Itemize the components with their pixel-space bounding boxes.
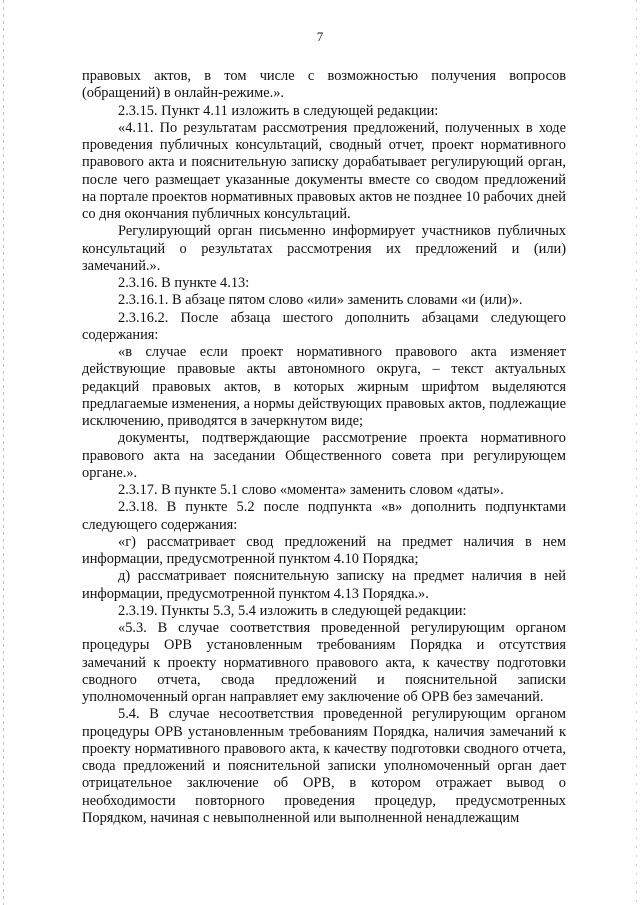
paragraph-5-4: 5.4. В случае несоответствия проведенной регулирующим органом процедуры ОРВ установленным требованиям Порядка, наличия замечаний к проекту нормативного правового акта, к качеству подготовки сводного отчета, свода предложений и пояснительной записки уполномоченный орган дает отрицательное заключение об ОРВ, в котором отражает вывод о необходимости повторного проведения процедур, предусмотренных Порядком, начиная с невыполненной или выполненной ненадлежащим <box>82 706 566 826</box>
paragraph-amendment-case: «в случае если проект нормативного правового акта изменяет действующие правовые акты автономного округа, – текст актуальных редакций правовых актов, в которых жирным шрифтом выделяются предлагаемые изменения, а нормы действующих правовых актов, подлежащие исключению, приводятся в зачеркнутом виде; <box>82 344 566 429</box>
paragraph-5-3: «5.3. В случае соответствия проведенной регулирующим органом процедуры ОРВ установленным требованиям Порядка и отсутствия замечаний к проекту нормативного правового акта, к качеству подготовки сводного отчета, свода предложений и пояснительной записки уполномоченный орган направляет ему заключение об ОРВ без замечаний. <box>82 620 566 705</box>
paragraph-2-3-16-2: 2.3.16.2. После абзаца шестого дополнить абзацами следующего содержания: <box>82 309 566 343</box>
paragraph-regulator-informs: Регулирующий орган письменно информирует участников публичных консультаций о результатах рассмотрения их предложений и (или) замечаний.». <box>82 223 566 274</box>
paragraph-2-3-19: 2.3.19. Пункты 5.3, 5.4 изложить в следующей редакции: <box>118 602 467 619</box>
paragraph-subpoint-d: д) рассматривает пояснительную записку на предмет наличия в ней информации, предусмотренной пунктом 4.13 Порядка.». <box>82 568 566 602</box>
paragraph-2-3-16: 2.3.16. В пункте 4.13: <box>118 275 250 291</box>
paragraph-2-3-16-1: 2.3.16.1. В абзаце пятом слово «или» заменить словами «и (или)». <box>118 292 523 309</box>
page-number: 7 <box>316 29 324 44</box>
paragraph-2-3-17: 2.3.17. В пункте 5.1 слово «момента» заменить словом «даты». <box>118 482 504 498</box>
scan-edge-left <box>3 0 4 905</box>
paragraph-2-3-15: 2.3.15. Пункт 4.11 изложить в следующей редакции: <box>118 102 439 119</box>
paragraph-subpoint-g: «г) рассматривает свод предложений на предмет наличия в нем информации, предусмотренной пунктом 4.10 Порядка; <box>82 533 566 567</box>
paragraph-2-3-18: 2.3.18. В пункте 5.2 после подпункта «в» дополнить подпунктами следующего содержания: <box>82 499 566 533</box>
paragraph-documents: документы, подтверждающие рассмотрение проекта нормативного правового акта на заседании Общественного совета при регулирующем органе.». <box>82 430 566 481</box>
paragraph-4-11: «4.11. По результатам рассмотрения предложений, полученных в ходе проведения публичных консультаций, сводный отчет, проект нормативного правового акта и пояснительную записку дорабатывает регулирующий орган, после чего размещает указанные документы вместе со сводом предложений на портале проектов нормативных правовых актов не позднее 10 рабочих дней со дня окончания публичных консультаций. <box>82 119 566 222</box>
scan-edge-right <box>636 0 637 905</box>
document-body <box>82 68 566 827</box>
paragraph-continuation: правовых актов, в том числе с возможностью получения вопросов (обращений) в онлайн-режиме.». <box>82 68 566 102</box>
